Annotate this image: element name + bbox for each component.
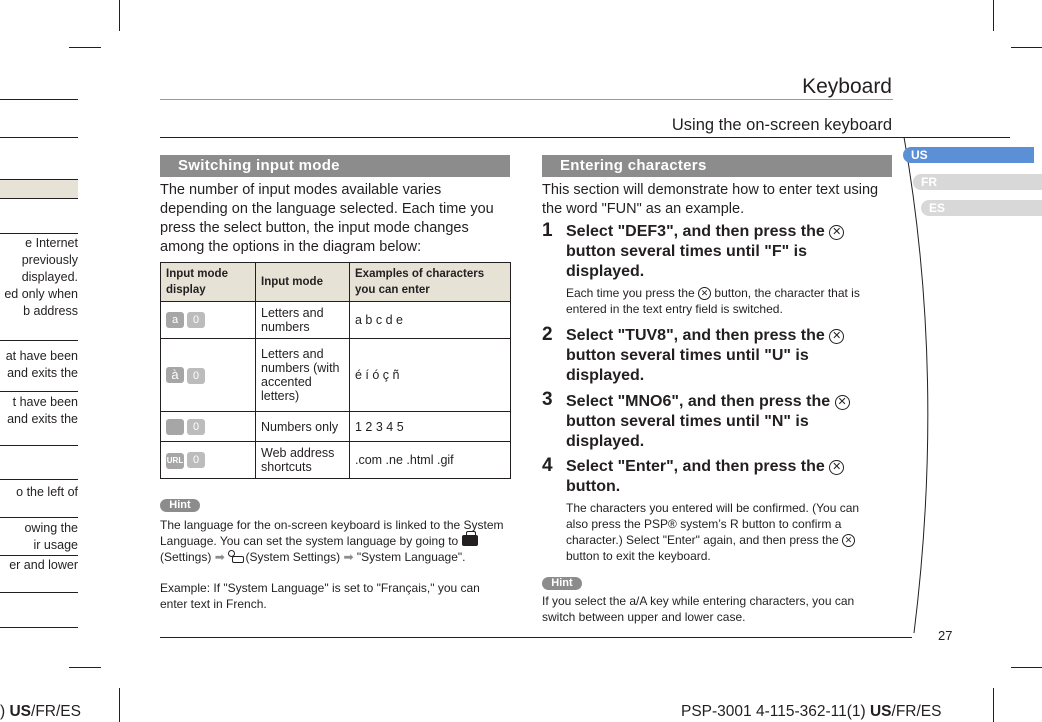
footer-text: /FR/ES [31,703,81,720]
column-header: Input mode [256,263,350,302]
prev-table-header [0,179,78,199]
key-url: URL [166,453,184,469]
prev-fragment: ed only when [4,287,78,301]
table-row [161,302,511,339]
step-text-part: Select "TUV8", and then press the [566,327,825,344]
footer-text: ) [0,703,10,720]
prev-fragment: displayed. [21,270,78,284]
examples-cell: a b c d e [350,302,511,339]
cross-button-icon: ✕ [829,225,844,240]
input-mode-table [160,262,511,479]
key-letter: à [166,367,184,383]
hint-badge: Hint [542,577,582,590]
footer-text: US [869,703,892,720]
section-heading: Entering characters [542,155,892,177]
step-note [566,285,884,317]
section-heading: Switching input mode [160,155,510,177]
hint-example: Example: If "System Language" is set to "Français," you can enter text in French. [160,581,480,611]
a-0-icon [166,312,208,326]
mode-display-cell [161,442,256,479]
hint-text-part: "System Language". [356,550,466,564]
examples-cell: .com .ne .html .gif [350,442,511,479]
footer-left [0,703,81,721]
crop-mark [1011,667,1042,668]
prev-fragment: er and lower [9,558,78,572]
intro-paragraph: This section will demonstrate how to enter text using the word "FUN" as an example. [542,182,879,217]
prev-fragment: ir usage [33,538,78,552]
key-blank [166,419,184,435]
prev-fragment: at have been [5,349,78,363]
step-instruction [566,457,884,497]
footer-text: PSP-3001 4-115-362-11(1) [681,703,870,720]
step-instruction [566,222,884,282]
examples-cell: 1 2 3 4 5 [350,412,511,442]
table-row [161,339,511,412]
mode-display-cell [161,302,256,339]
key-number: 0 [187,452,205,468]
step-note [566,500,884,564]
hint-text [160,517,510,565]
prev-fragment: and exits the [7,412,78,426]
blank-0-icon [166,419,208,433]
prev-fragment: e Internet [25,236,78,250]
crop-mark [119,688,120,722]
crop-mark [993,0,994,31]
table-row [161,442,511,479]
prev-fragment: previously [21,253,78,267]
prev-fragment: t have been [12,395,78,409]
step-text-part: Select "Enter", and then press the [566,458,825,475]
crop-mark [119,0,120,31]
prev-fragment: owing the [24,521,78,535]
system-settings-icon [228,550,242,562]
crop-mark [1011,47,1042,48]
step-number: 3 [542,389,553,410]
crop-mark [69,667,101,668]
table-header-row [161,263,511,302]
prev-fragment: b address [23,304,78,318]
mode-name-cell: Web address shortcuts [256,442,350,479]
step-text-part: Select "DEF3", and then press the [566,223,825,240]
key-number: 0 [187,312,205,328]
cross-button-icon: ✕ [829,329,844,344]
page-number: 27 [938,628,953,643]
hint-badge: Hint [160,499,200,512]
arrow-icon: ➡ [214,550,225,564]
footer-right [681,703,941,721]
step-note-part: Each time you press the [566,286,695,300]
key-number: 0 [187,419,205,435]
mode-name-cell: Numbers only [256,412,350,442]
page-subtitle: Using the on-screen keyboard [671,116,892,134]
mode-display-cell [161,339,256,412]
hint-settings-label: (Settings) [160,550,212,564]
previous-page-fragment [0,99,78,639]
settings-icon [462,535,478,546]
hint-system-settings-label: (System Settings) [245,550,341,564]
arrow-icon: ➡ [343,550,354,564]
step-text-part: button several times until "N" is displayed. [566,413,809,450]
crop-mark [69,47,101,48]
step-number: 4 [542,455,553,476]
mode-name-cell: Letters and numbers (with accented letters) [256,339,350,412]
step-number: 1 [542,220,553,241]
step-instruction [566,326,884,386]
crop-mark [993,688,994,722]
step-text-part: Select "MNO6", and then press the [566,393,831,410]
step-text-part: button. [566,478,621,495]
table-row [161,412,511,442]
column-header: Input mode display [161,263,256,302]
step-instruction [566,392,884,452]
prev-fragment: and exits the [7,366,78,380]
cross-button-icon: ✕ [835,395,850,410]
step-note-part: button, the character that is entered in the text entry field is switched. [566,286,860,316]
section-title: Keyboard [802,75,892,98]
footer-rule [160,637,912,638]
step-note-part: The characters you entered will be confirmed. (You can also press the PSP® system’s R button to confirm a character.) Select "Enter" again, and then press the [566,501,860,547]
mode-display-cell [161,412,256,442]
footer-text: /FR/ES [891,703,942,720]
lang-tab-us: US [903,147,1034,163]
examples-cell: é í ó ç ñ [350,339,511,412]
hint-text: If you select the a/A key while entering characters, you can switch between upper and lower case. [542,594,855,624]
intro-paragraph: The number of input modes available varies depending on the language selected. Each time you press the select button, the input mode changes among the options in the diagram below: [160,182,494,255]
key-number: 0 [187,368,205,384]
header-rule [160,99,893,100]
footer-text: US [9,703,32,720]
mode-name-cell: Letters and numbers [256,302,350,339]
column-header: Examples of characters you can enter [350,263,511,302]
step-text-part: button several times until "F" is displayed. [566,243,807,280]
lang-tab-fr: FR [913,174,1042,190]
step-text-part: button several times until "U" is displayed. [566,347,809,384]
cross-button-icon: ✕ [698,287,711,300]
lang-tab-es: ES [921,200,1042,216]
prev-fragment: o the left of [16,485,78,499]
step-number: 2 [542,324,553,345]
accented-a-0-icon [166,368,208,382]
url-0-icon [166,452,208,466]
key-letter: a [166,312,184,328]
hint-text-part: The language for the on-screen keyboard is linked to the System Language. You can set the system language by going to [160,518,504,548]
cross-button-icon: ✕ [829,460,844,475]
cross-button-icon: ✕ [842,534,855,547]
step-note-part: button to exit the keyboard. [566,549,711,563]
